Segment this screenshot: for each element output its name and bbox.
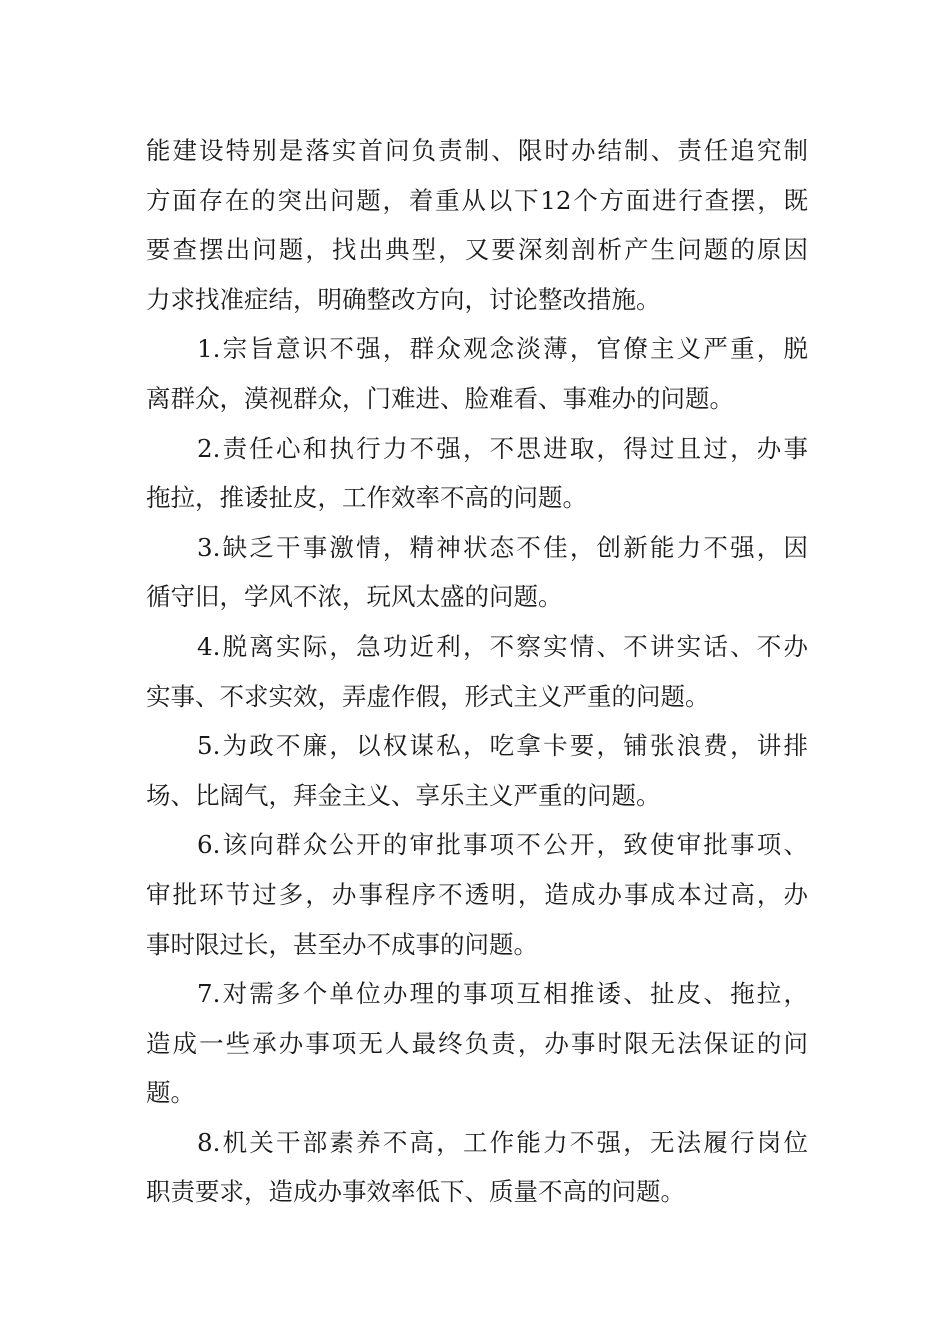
paragraph-item-7 [146, 969, 808, 1118]
text-line: 造成一些承办事项无人最终负责，办事时限无法保证的问 [146, 1028, 808, 1058]
text-line: 题。 [146, 1078, 195, 1108]
text-line: 1.宗旨意识不强，群众观念淡薄，官僚主义严重，脱 [197, 334, 808, 364]
text-line: 审批环节过多，办事程序不透明，造成办事成本过高，办 [146, 879, 808, 909]
text-line: 场、比阔气，拜金主义、享乐主义严重的问题。 [146, 780, 661, 810]
text-line: 2.责任心和执行力不强，不思进取，得过且过，办事 [197, 433, 808, 463]
text-line: 拖拉，推诿扯皮，工作效率不高的问题。 [146, 483, 587, 513]
paragraph-item-8 [146, 1118, 808, 1217]
paragraph-item-4 [146, 622, 808, 721]
paragraph-intro [146, 126, 808, 324]
text-line: 要查摆出问题，找出典型，又要深刻剖析产生问题的原因 [146, 235, 808, 265]
paragraph-item-5 [146, 721, 808, 820]
text-line: 职责要求，造成办事效率低下、质量不高的问题。 [146, 1177, 685, 1207]
text-line: 离群众，漠视群众，门难进、脸难看、事难办的问题。 [146, 383, 734, 413]
text-line: 6.该向群众公开的审批事项不公开，致使审批事项、 [197, 830, 808, 860]
paragraph-item-3 [146, 523, 808, 622]
text-line: 实事、不求实效，弄虚作假，形式主义严重的问题。 [146, 681, 710, 711]
text-line: 循守旧，学风不浓，玩风太盛的问题。 [146, 582, 563, 612]
text-line: 方面存在的突出问题，着重从以下12个方面进行查摆，既 [146, 185, 808, 215]
paragraph-item-6 [146, 820, 808, 969]
document-body [146, 126, 808, 1217]
paragraph-item-1 [146, 324, 808, 423]
text-line: 4.脱离实际，急功近利，不察实情、不讲实话、不办 [197, 631, 808, 661]
text-line: 5.为政不廉，以权谋私，吃拿卡要，铺张浪费，讲排 [197, 731, 808, 761]
text-line: 能建设特别是落实首问负责制、限时办结制、责任追究制 [146, 136, 808, 165]
paragraph-item-2 [146, 424, 808, 523]
text-line: 7.对需多个单位办理的事项互相推诿、扯皮、拖拉， [197, 979, 808, 1009]
text-line: 力求找准症结，明确整改方向，讨论整改措施。 [146, 284, 661, 314]
text-line: 3.缺乏干事激情，精神状态不佳，创新能力不强，因 [197, 532, 808, 562]
text-line: 8.机关干部素养不高，工作能力不强，无法履行岗位 [197, 1127, 808, 1157]
text-line: 事时限过长，甚至办不成事的问题。 [146, 929, 538, 959]
